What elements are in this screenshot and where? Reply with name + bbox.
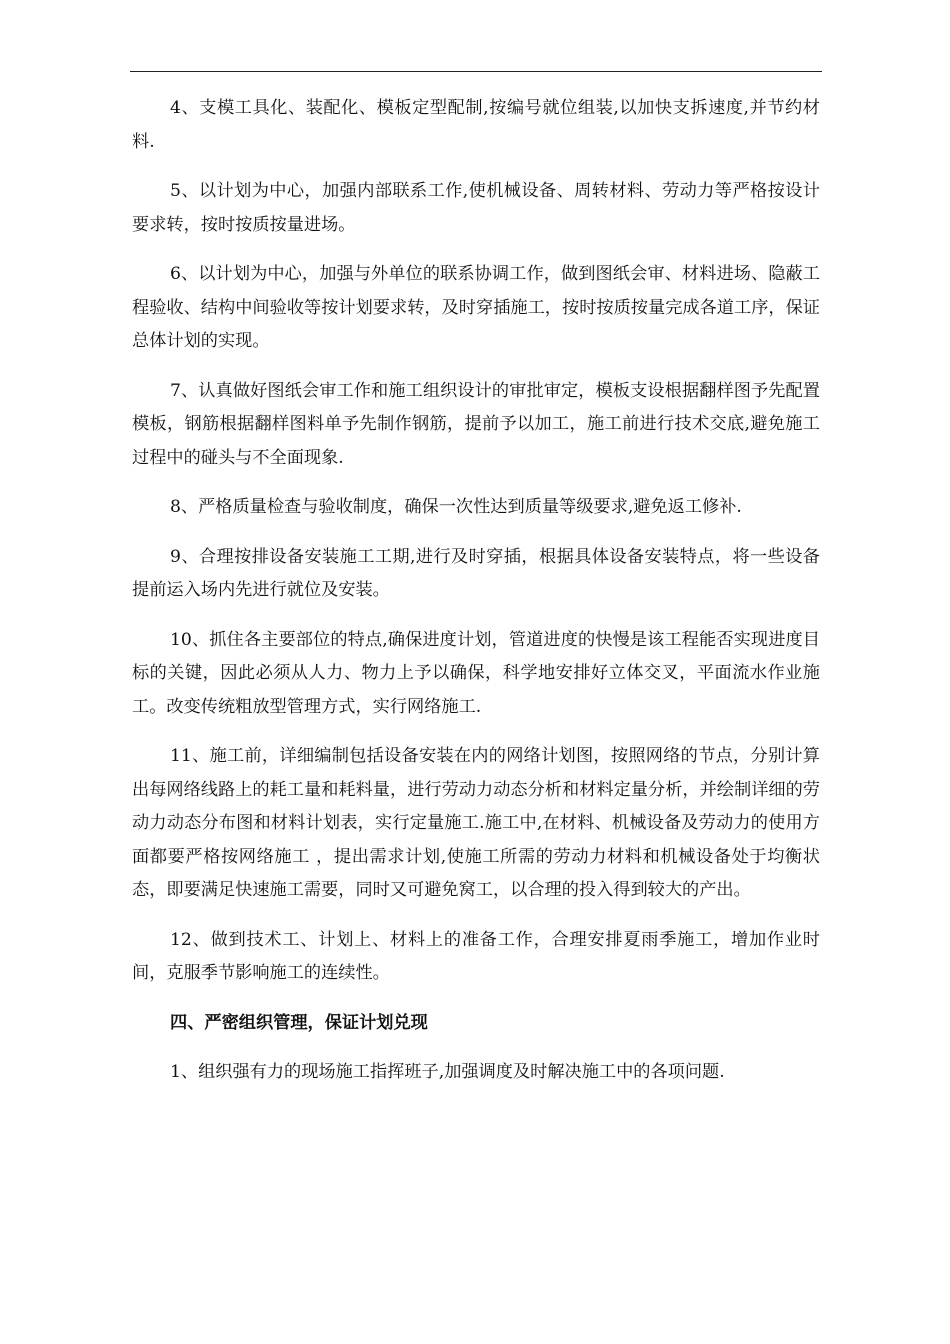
paragraph-item-12: 12、做到技术工、计划上、材料上的准备工作，合理安排夏雨季施工，增加作业时间，克服季节影响施工的连续性。 [132,929,820,983]
paragraph-item-5: 5、以计划为中心，加强内部联系工作,使机械设备、周转材料、劳动力等严格按设计要求转，按时按质按量进场。 [132,181,820,235]
header-rule [130,71,822,72]
document-body [132,92,820,1106]
paragraph-item-7: 7、认真做好图纸会审工作和施工组织设计的审批审定，模板支设根据翻样图予先配置模板，钢筋根据翻样图料单予先制作钢筋，提前予以加工，施工前进行技术交底,避免施工过程中的碰头与不全面现象. [132,380,820,468]
paragraph-item-4: 4、支模工具化、装配化、模板定型配制,按编号就位组装,以加快支拆速度,并节约材料. [132,98,820,152]
paragraph-item-8: 8、严格质量检查与验收制度，确保一次性达到质量等级要求,避免返工修补. [170,497,742,517]
section-heading: 四、严密组织管理，保证计划兑现 [170,1012,428,1033]
paragraph-item-6: 6、以计划为中心，加强与外单位的联系协调工作，做到图纸会审、材料进场、隐蔽工程验收、结构中间验收等按计划要求转，及时穿插施工，按时按质按量完成各道工序，保证总体计划的实现。 [132,264,820,351]
paragraph-item-9: 9、合理按排设备安装施工工期,进行及时穿插，根据具体设备安装特点，将一些设备提前运入场内先进行就位及安装。 [132,546,820,600]
section-paragraph-item-1: 1、组织强有力的现场施工指挥班子,加强调度及时解决施工中的各项问题. [170,1062,725,1082]
paragraph-item-10: 10、抓住各主要部位的特点,确保进度计划，管道进度的快慢是该工程能否实现进度目标的关键，因此必须从人力、物力上予以确保，科学地安排好立体交叉，平面流水作业施工。改变传统粗放型管理方式，实行网络施工. [132,629,820,717]
paragraph-item-11: 11、施工前，详细编制包括设备安装在内的网络计划图，按照网络的节点，分别计算出每网络线路上的耗工量和耗料量，进行劳动力动态分析和材料定量分析，并绘制详细的劳动力动态分布图和材料计划表，实行定量施工.施工中,在材料、机械设备及劳动力的使用方面都要严格按网络施工 ，提出需求计划,使施工所需的劳动力材料和机械设备处于均衡状态，即要满足快速施工需要，同时又可避免窝工，以合理的投入得到较大的产出。 [132,746,820,900]
